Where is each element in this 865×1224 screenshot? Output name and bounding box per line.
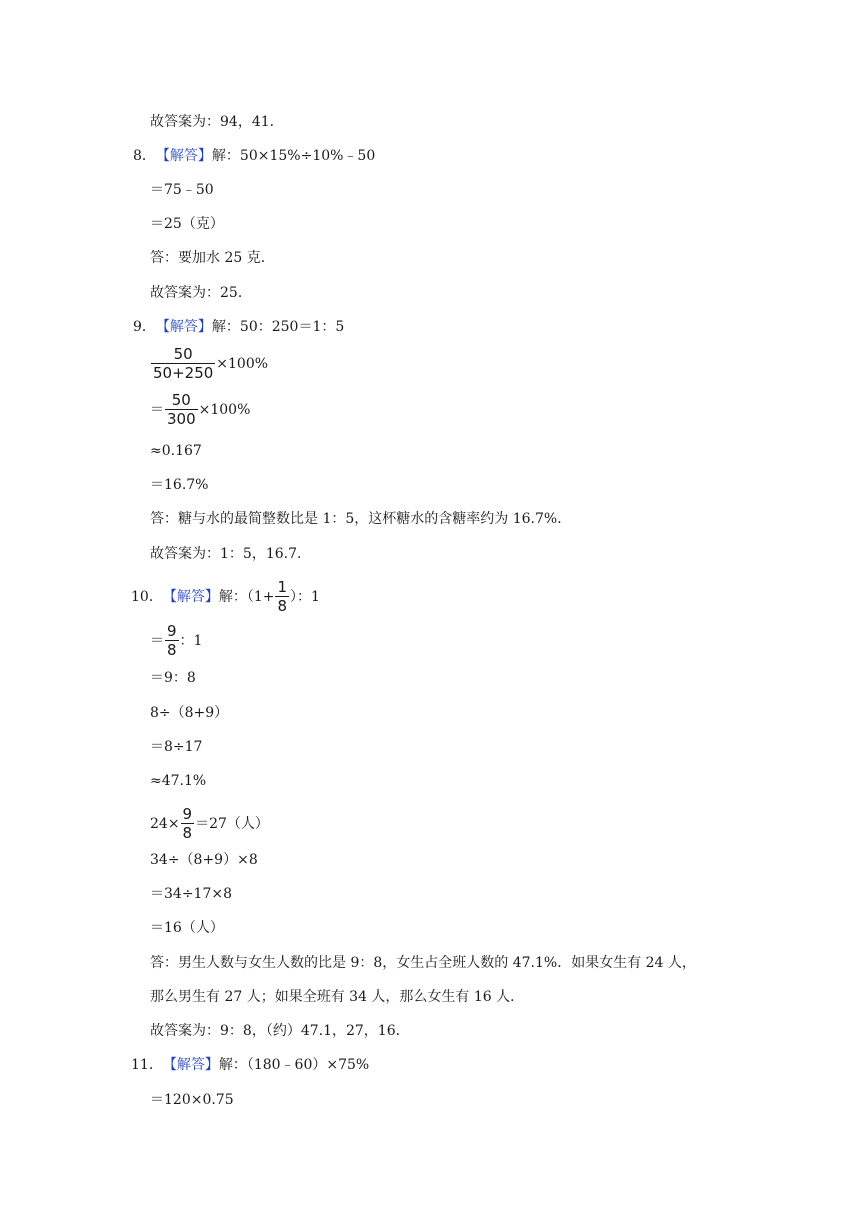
calc-step: ＝25（克） — [150, 216, 224, 232]
question-number: 10． — [131, 588, 163, 605]
question-number: 8． — [133, 148, 156, 164]
fraction-tail: ×100% — [198, 401, 251, 418]
fraction-step — [150, 805, 269, 842]
fraction-tail: ＝27（人） — [195, 815, 269, 832]
calc-step: ＝16（人） — [150, 920, 224, 936]
calc-step: ＝16.7% — [150, 477, 209, 493]
fraction-numerator: 50 — [171, 391, 191, 409]
solution-tag: 【解答】 — [162, 588, 219, 605]
solution-head: 解：50×15%÷10%﹣50 — [211, 148, 376, 164]
calc-step: ≈47.1% — [150, 773, 207, 789]
fraction — [165, 391, 198, 428]
q8-header — [133, 146, 375, 166]
answer-line: 故答案为：25． — [150, 285, 252, 301]
calc-step: 8÷（8+9） — [150, 705, 229, 721]
calc-step: 34÷（8+9）×8 — [150, 852, 258, 868]
fraction-step — [150, 391, 250, 428]
q9-header — [133, 317, 344, 337]
fraction — [165, 622, 179, 659]
fraction-tail: ×100% — [216, 355, 269, 372]
solution-tag: 【解答】 — [155, 148, 212, 164]
fraction-denominator: 50+250 — [153, 364, 214, 382]
answer-line: 故答案为：94，41． — [150, 114, 284, 130]
calc-step: ＝9：8 — [150, 670, 196, 686]
fraction-denominator: 8 — [182, 824, 193, 842]
solution-tag: 【解答】 — [162, 1057, 219, 1073]
calc-step: ≈0.167 — [150, 443, 202, 459]
question-number: 9． — [133, 319, 156, 335]
q11-header — [131, 1055, 369, 1075]
fraction-denominator: 300 — [167, 410, 196, 428]
answer-line: 故答案为：1：5，16.7． — [150, 546, 311, 562]
fraction-step — [150, 345, 268, 382]
fraction — [181, 805, 195, 842]
solution-head: 解：（180﹣60）×75% — [218, 1057, 370, 1073]
fraction-numerator: 50 — [173, 345, 193, 363]
q10-header — [131, 578, 320, 615]
fraction — [151, 345, 215, 382]
calc-step: ＝8÷17 — [150, 739, 203, 755]
solution-head: 解：（1+ — [218, 588, 275, 605]
answer-line: 答：男生人数与女生人数的比是 9：8，女生占全班人数的 47.1%．如果女生有 24 人， — [150, 955, 696, 971]
calc-step: ＝120×0.75 — [150, 1092, 234, 1108]
fraction-denominator: 8 — [167, 641, 177, 659]
fraction-denominator: 8 — [277, 597, 288, 615]
calc-step: ＝34÷17×8 — [150, 886, 232, 902]
equals-sign: ＝ — [150, 401, 164, 418]
calc-step: ＝75﹣50 — [150, 182, 214, 198]
fraction-step — [150, 622, 202, 659]
question-number: 11． — [131, 1057, 163, 1073]
answer-line: 答：糖与水的最简整数比是 1：5，这杯糖水的含糖率约为 16.7%． — [150, 511, 572, 527]
answer-line: 答：要加水 25 克． — [150, 250, 275, 266]
equals-sign: ＝ — [150, 632, 164, 649]
calc-prefix: 24× — [150, 815, 180, 832]
solution-head-tail: ）：1 — [290, 588, 320, 605]
fraction-numerator: 9 — [167, 622, 177, 640]
solution-tag: 【解答】 — [155, 319, 212, 335]
fraction — [275, 578, 289, 615]
fraction-numerator: 1 — [277, 578, 288, 596]
answer-line: 故答案为：9：8，（约）47.1，27，16． — [150, 1023, 410, 1039]
answer-line: 那么男生有 27 人；如果全班有 34 人，那么女生有 16 人． — [150, 989, 525, 1005]
solution-head: 解：50：250＝1：5 — [211, 319, 345, 335]
fraction-numerator: 9 — [182, 805, 193, 823]
fraction-tail: ：1 — [179, 632, 203, 649]
